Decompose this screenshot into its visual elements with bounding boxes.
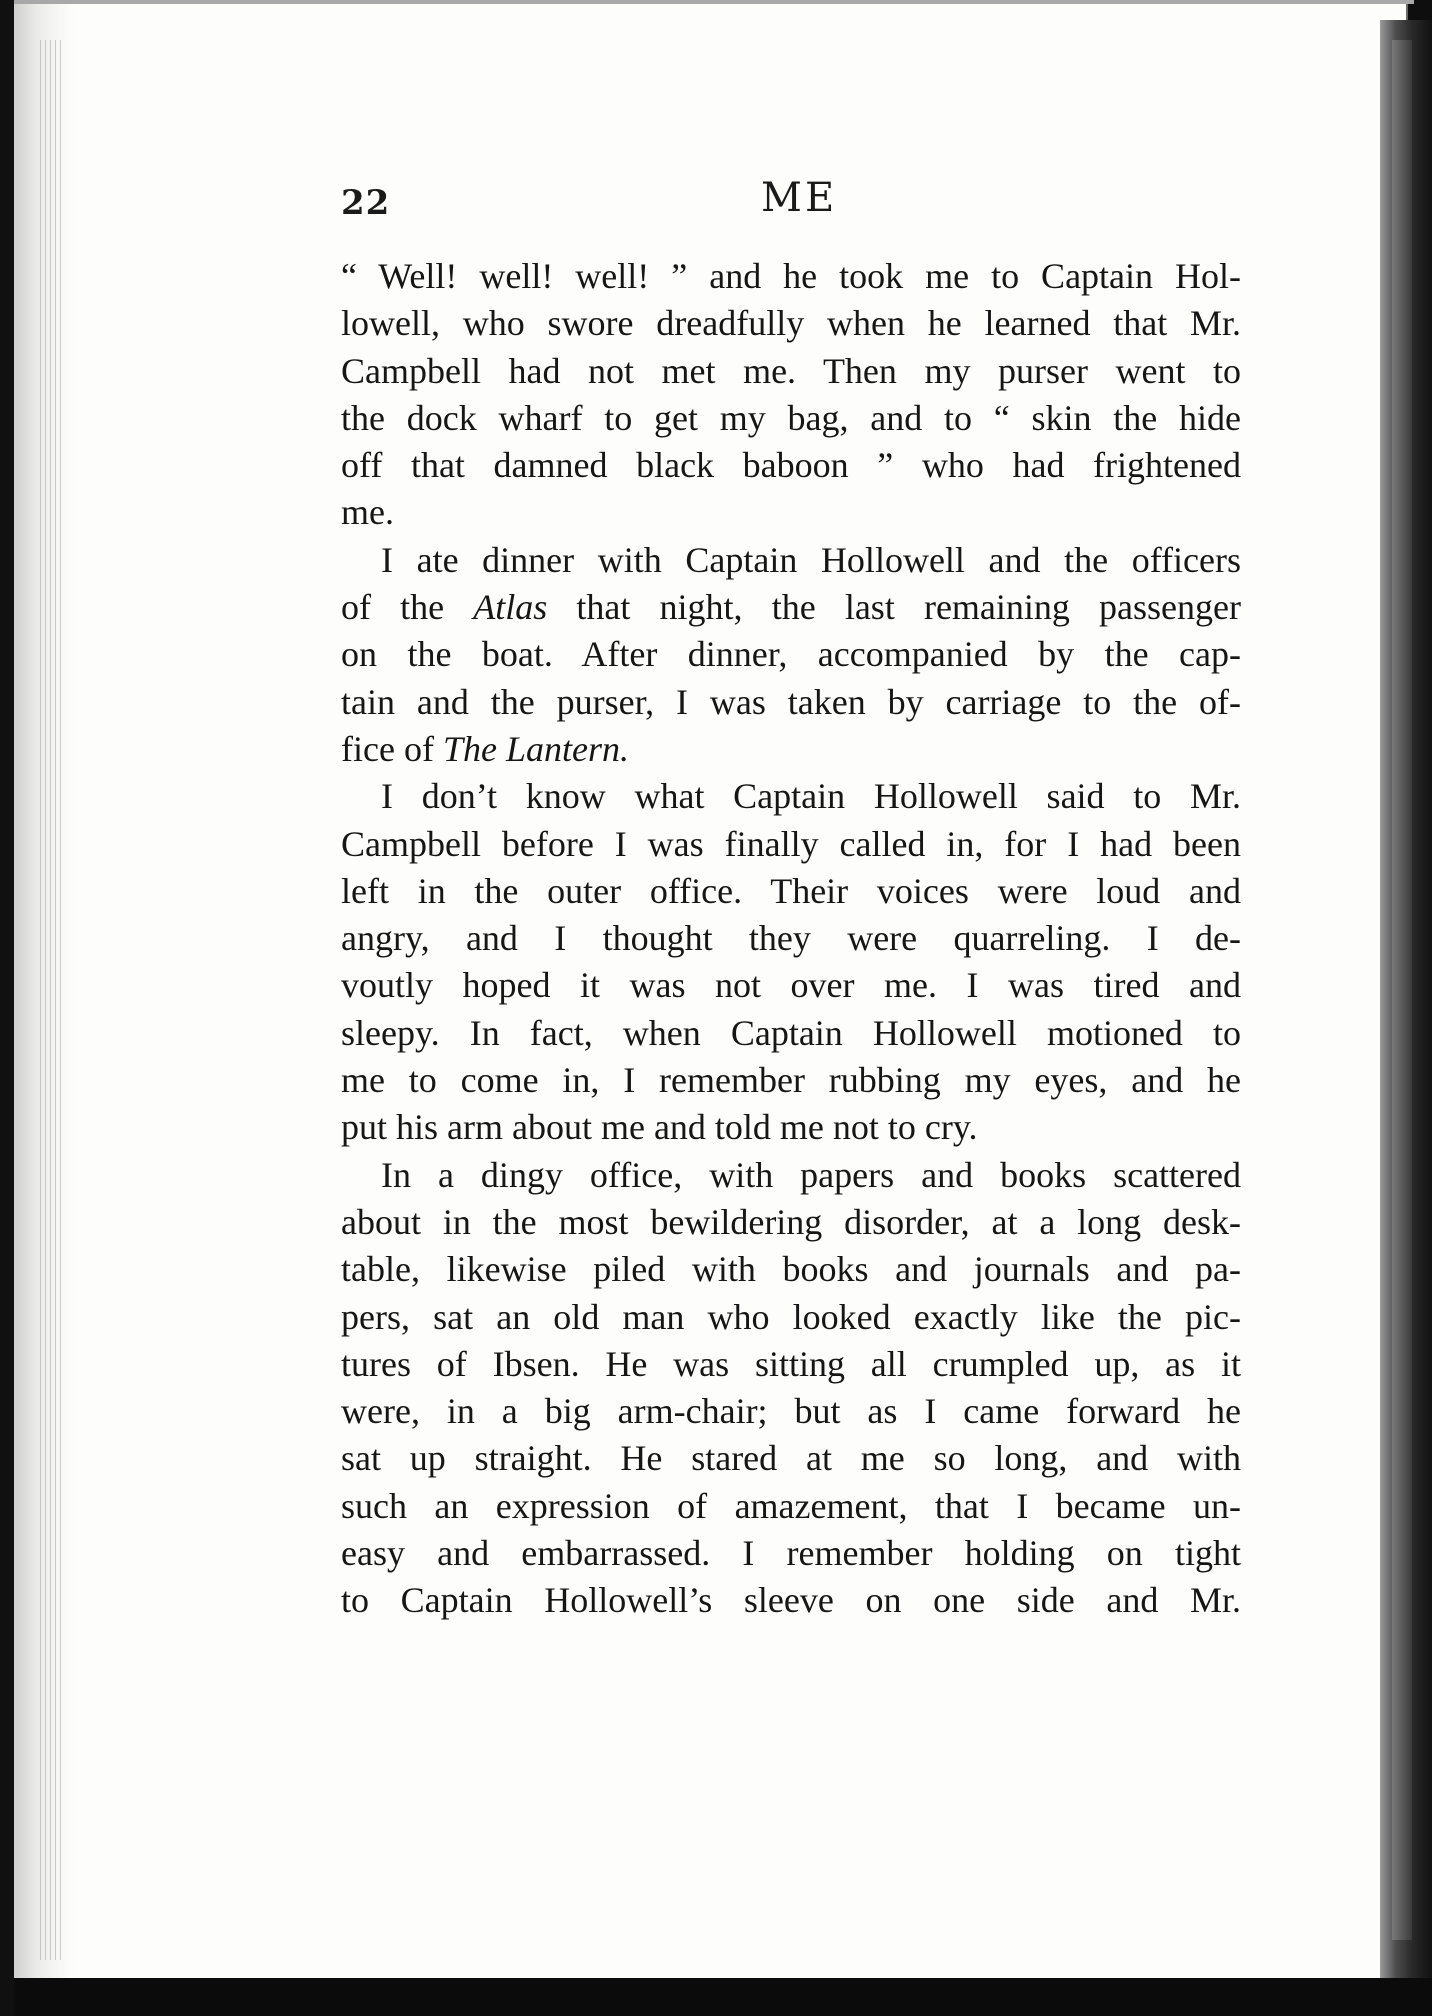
text-line: me.	[341, 492, 394, 533]
text-fragment: fice of	[341, 728, 443, 769]
scan-background-bottom	[14, 1978, 1432, 2016]
text-line: left in the outer office. Their voices were loud and	[341, 870, 1241, 911]
text-line: pers, sat an old man who looked exactly like the pic-	[341, 1296, 1241, 1337]
page-top-edge	[14, 0, 1414, 4]
italic-newspaper-name: The Lantern.	[442, 728, 629, 769]
text-line: on the boat. After dinner, accompanied by the cap-	[341, 634, 1241, 675]
text-line: tures of Ibsen. He was sitting all crumpled up, as it	[341, 1343, 1241, 1384]
text-line: me to come in, I remember rubbing my eyes, and he	[341, 1060, 1241, 1101]
text-line: In a dingy office, with papers and books scattered	[381, 1154, 1241, 1195]
text-line: I ate dinner with Captain Hollowell and the officers	[381, 539, 1241, 580]
text-line: Campbell had not met me. Then my purser went to	[341, 350, 1241, 391]
text-line	[341, 726, 1241, 773]
text-line: lowell, who swore dreadfully when he learned that Mr.	[341, 303, 1241, 344]
paragraph-4	[341, 1152, 1241, 1625]
text-line: such an expression of amazement, that I became un-	[341, 1485, 1241, 1526]
text-line: the dock wharf to get my bag, and to “ skin the hide	[341, 397, 1241, 438]
text-line: angry, and I thought they were quarreling. I de-	[341, 918, 1241, 959]
text-line: “ Well! well! well! ” and he took me to Captain Hol-	[341, 256, 1241, 296]
text-line: voutly hoped it was not over me. I was tired and	[341, 965, 1241, 1006]
paragraph-2	[341, 537, 1241, 773]
text-line: sat up straight. He stared at me so long, and with	[341, 1438, 1241, 1479]
text-line: off that damned black baboon ” who had frightened	[341, 445, 1241, 486]
text-line: I don’t know what Captain Hollowell said to Mr.	[381, 776, 1241, 817]
running-head: ME	[761, 175, 838, 221]
text-line: tain and the purser, I was taken by carriage to the of-	[341, 681, 1241, 722]
paragraph-3	[341, 773, 1241, 1151]
page-number: 22	[341, 183, 391, 223]
text-line: put his arm about me and told me not to cry.	[341, 1107, 978, 1148]
scan-background-left	[0, 0, 14, 2016]
page-right-edge	[1392, 40, 1412, 1940]
text-line	[341, 584, 1241, 631]
text-line: to Captain Hollowell’s sleeve on one side and Mr.	[341, 1580, 1241, 1621]
body-text	[341, 253, 1241, 1625]
text-fragment: that night, the last remaining passenger	[547, 587, 1242, 628]
text-line: were, in a big arm-chair; but as I came forward he	[341, 1391, 1241, 1432]
text-line: table, likewise piled with books and journals and pa-	[341, 1249, 1241, 1290]
text-line: about in the most bewildering disorder, at a long desk-	[341, 1201, 1241, 1242]
text-line: easy and embarrassed. I remember holding on tight	[341, 1533, 1241, 1574]
text-fragment: of the	[341, 587, 474, 628]
text-line: sleepy. In fact, when Captain Hollowell motioned to	[341, 1012, 1241, 1053]
page-stack-edges	[40, 40, 64, 1960]
page-header	[341, 175, 1241, 235]
text-line: Campbell before I was finally called in, for I had been	[341, 823, 1241, 864]
paragraph-1	[341, 253, 1241, 537]
italic-ship-name: Atlas	[473, 587, 548, 628]
